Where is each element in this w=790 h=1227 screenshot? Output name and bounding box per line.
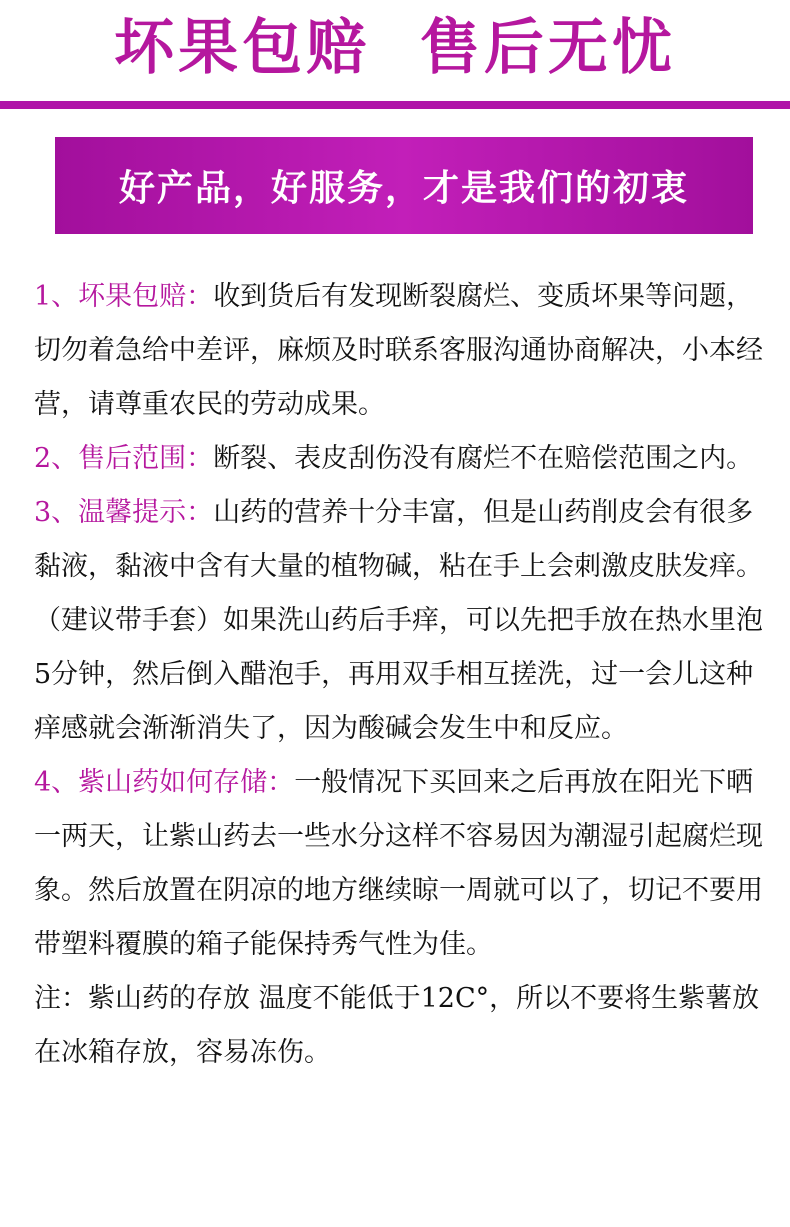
slogan-text: 好产品，好服务，才是我们的初衷: [118, 168, 689, 209]
section-text: 断裂、表皮刮伤没有腐烂不在赔偿范围之内。: [213, 443, 754, 474]
section-text: 山药的营养十分丰富，但是山药削皮会有很多黏液，黏液中含有大量的植物碱，粘在手上会刺激皮肤发痒。（建议带手套）如果洗山药后手痒，可以先把手放在热水里泡5分钟，然后倒入醋泡手，再用双手相互搓洗，过一会儿这种痒感就会渐渐消失了，因为酸碱会发生中和反应。: [34, 497, 763, 744]
section-heading: 3、温馨提示：: [34, 497, 214, 528]
section-heading: 2、售后范围：: [34, 443, 214, 474]
section-storage: [34, 756, 779, 972]
section-tips: [34, 486, 779, 756]
storage-note: 注：紫山药的存放 温度不能低于12C°，所以不要将生紫薯放在冰箱存放，容易冻伤。: [34, 983, 760, 1068]
section-heading: 1、坏果包赔：: [34, 281, 214, 312]
slogan-banner: [55, 137, 753, 234]
title-divider: [0, 101, 790, 109]
section-after-sales-scope: [34, 432, 779, 486]
section-text: 一般情况下买回来之后再放在阳光下晒一两天，让紫山药去一些水分这样不容易因为潮湿引起腐烂现象。然后放置在阴凉的地方继续晾一周就可以了，切记不要用带塑料覆膜的箱子能保持秀气性为佳。: [34, 767, 763, 960]
policy-content: [34, 270, 779, 1080]
page-title: 坏果包赔 售后无忧: [114, 13, 676, 83]
section-text: 收到货后有发现断裂腐烂、变质坏果等问题，切勿着急给中差评，麻烦及时联系客服沟通协商解决，小本经营，请尊重农民的劳动成果。: [34, 281, 763, 420]
section-bad-fruit: [34, 270, 779, 432]
section-heading: 4、紫山药如何存储：: [34, 767, 295, 798]
